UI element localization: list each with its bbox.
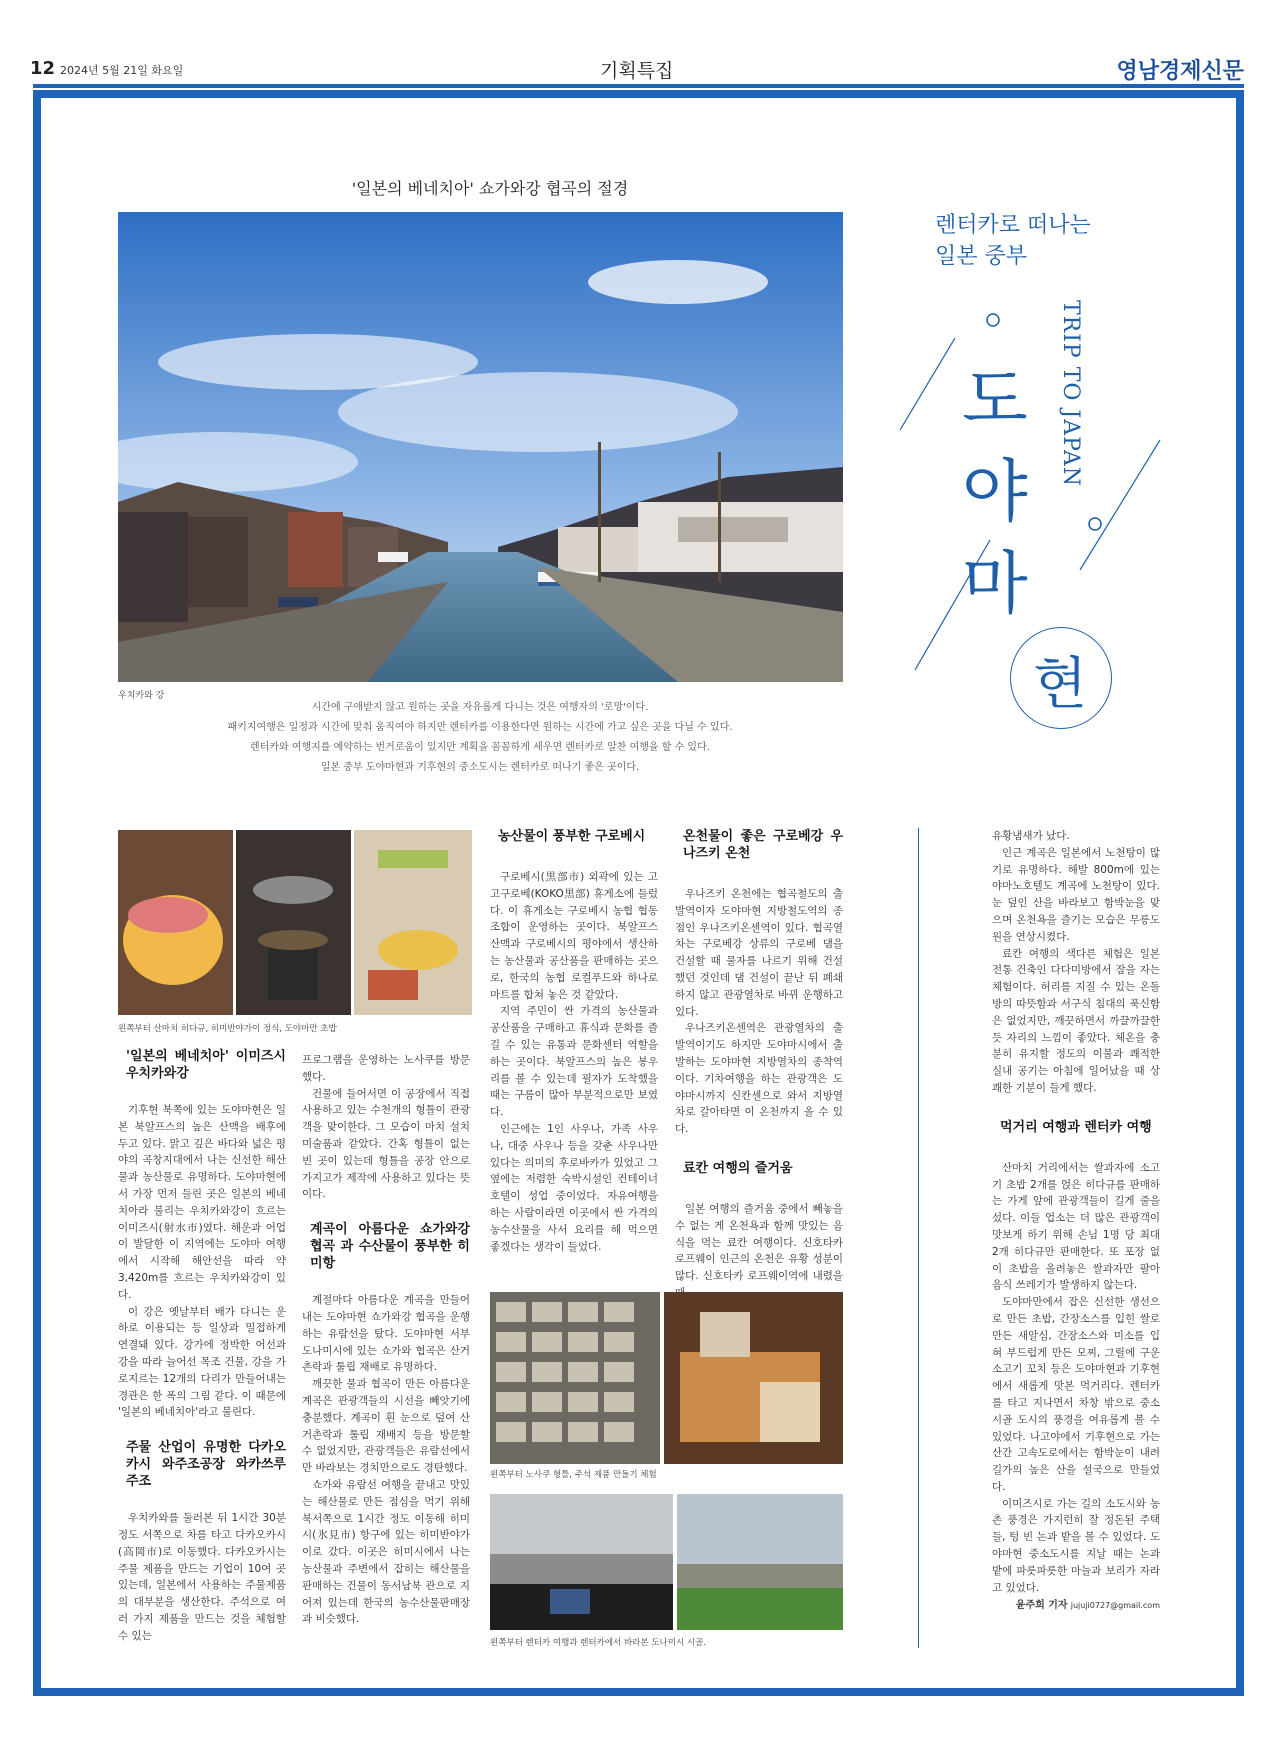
- paragraph: 유황냄새가 났다.: [992, 830, 1070, 842]
- paragraph: 우나즈키 온천에는 협곡철도의 출발역이자 도야마현 지방철도역의 종점인 우나즈키온센역이 있다. 협곡열차는 구로베강 상류의 구로베 댐을 건설할 때 물자를 나르기 위해 건설했던 것인데 댐 건설이 끝난 뒤 폐쇄하지 않고 관광열차로 바뀌 운행하고 있다.: [675, 888, 843, 1018]
- column-2: [302, 1052, 470, 1628]
- section-heading: 계곡이 아름다운 쇼가와강 협곡 과 수산물이 풍부한 히미항: [310, 1222, 470, 1272]
- paragraph: 계절마다 아름다운 계곡을 만들어 내는 도야마현 쇼가와강 협곡을 운행하는 유람선을 탔다. 도야마현 서부 도나미시에 있는 쇼가와 협곡은 산거촌락과 툴립 재배로 유명하다.: [302, 1294, 470, 1374]
- byline-email: jujuji0727@gmail.com: [1070, 1601, 1160, 1611]
- section-heading: 먹거리 여행과 렌터카 여행: [1000, 1119, 1152, 1135]
- paragraph: 건물에 들어서면 이 공장에서 직접 사용하고 있는 수천개의 형틀이 관광객을 맞이한다. 그 모습이 마치 설치미술품과 같았다. 간혹 형틀이 없는 빈 곳이 있는데 형틀을 공장 안으로 가지고가 제작에 사용하고 있다는 뜻이다.: [302, 1087, 470, 1201]
- title-char: 도: [962, 361, 1028, 440]
- newspaper-name: 영남경제신문: [1116, 59, 1244, 84]
- paragraph: 도야마만에서 잡은 신선한 생선으로 만든 초밥, 간장소스를 입힌 쌀로 만든 새알심, 간장소스와 미소를 입혀 부드럽게 만든 모찌, 그릴에 구운 소고기 꼬치 등은 도야마현과 기후현에서 새롭게 맛본 먹거리다. 렌터카를 타고 지나면서 차창 밖으로 중소시골 도시의 풍경을 여유롭게 볼 수 있었다. 나고야에서 기후현으로 가는 산간 고속도로에서는 함박눈이 내려 길가의 높은 산을 설국으로 만들었다.: [992, 1296, 1160, 1493]
- section-heading: 주물 산업이 유명한 다카오카시 와주조공장 와카쓰루 주조: [126, 1440, 286, 1490]
- issue-date: 2024년 5월 21일 화요일: [60, 64, 184, 77]
- column-4: [675, 828, 843, 1302]
- byline-name: 윤주희 기자: [1015, 1600, 1068, 1612]
- lead-line: 시간에 구애받지 않고 원하는 곳을 자유롭게 다니는 것은 여행자의 '로망'이다.: [311, 702, 649, 713]
- paragraph: 구로베시(黒部市) 외곽에 있는 고고구로베(KOKO黒部) 휴게소에 들렀다. 이 휴게소는 구로베시 농협 협동조합이 운영하는 곳이다. 북알프스 산맥과 구로베시의 평야에서 생산하는 농산물과 공산품을 판매하는 곳으로, 한국의 농협 로컬푸드와 하나로마트를 합쳐 놓은 것 같았다.: [490, 871, 658, 1001]
- food-photos-caption: 왼쪽부터 산마치 히다규, 히미반야가이 정식, 도야마만 초밥: [118, 1024, 337, 1034]
- lead-line: 일본 중부 도야마현과 기후현의 중소도시는 렌터카로 떠나기 좋은 곳이다.: [320, 762, 640, 773]
- paragraph: 일본 여행의 즐거움 중에서 빼놓을 수 없는 게 온천욕과 함께 맛있는 음식을 먹는 료칸 여행이다. 신호타카 로프웨이 인근의 온천은 유황 성분이 많다. 신호타카 로프웨이역에 내렸을: [675, 1202, 843, 1283]
- lead-line: 패키지여행은 일정과 시간에 맞춰 움직여야 하지만 렌터카를 이용한다면 원하는 시간에 가고 싶은 곳을 다닐 수 있다.: [227, 722, 733, 733]
- car-photos-caption: 왼쪽부터 렌터카 여행과 렌터카에서 바라본 도나미시 시골.: [490, 1638, 706, 1648]
- paragraph: 산마치 거리에서는 쌀과자에 소고기 초밥 2개를 얹은 히다규를 판매하는 가게 앞에 관광객들이 길게 줄을 섰다. 이들 업소는 더 많은 관광객이 맛보게 하기 위해 손님 1명 당 최대 2개 히다규만 판매한다. 또 포장 없이 초밥을 올려놓은 쌀과자만 팔아 음식 쓰레기가 발생하지 않는다.: [992, 1161, 1160, 1292]
- title-char: 마: [962, 545, 1028, 624]
- lead-text: [140, 698, 820, 778]
- craft-photos-caption: 왼쪽부터 노사쿠 형틀, 주석 제품 만들기 체험: [490, 1470, 657, 1480]
- article-title: [962, 355, 1042, 631]
- paragraph: 료칸 여행의 색다른 체험은 일본 전통 건축인 다다미방에서 잠을 자는 체험이다. 허리를 지질 수 있는 온돌방의 따뜻함과 서구식 침대의 푹신함은 없었지만, 깨끗하면서 까끌까끌한 듯 자리의 느낌이 좋았다. 체온을 충분히 유지할 정도의 이불과 쾌적한 실내 공기는 아침에 일어났을 때 상쾌한 기분이 들게 했다.: [992, 947, 1160, 1094]
- byline: [992, 1598, 1160, 1615]
- paragraph: 쇼가와 유람선 여행을 끝내고 맛있는 해산물로 만든 점심을 먹기 위해 북서쪽으로 1시간 정도 이동해 히미시(氷見市) 항구에 있는 히미반야가이로 갔다. 이곳은 히미시에서 나는 농산물과 주변에서 잡히는 해산물을 판매하는 건물이 동서남북 관으로 지어져 있는데 한국의 농수산물판매장과 비슷했다.: [302, 1478, 470, 1626]
- section-name: 기획특집: [600, 60, 674, 82]
- food-photos: [118, 830, 472, 1015]
- paragraph: 이미즈시로 가는 길의 소도시와 농촌 풍경은 가지런히 잘 정돈된 주택들, 텅 빈 논과 밭을 볼 수 있었다. 도야마현 중소도시를 지날 때는 논과 밭에 파릇파릇한 마늘과 보리가 자라고 있었다.: [992, 1497, 1160, 1594]
- subtitle-line: 일본 중부: [935, 244, 1028, 269]
- column-divider: [918, 828, 919, 1648]
- paragraph: 깨끗한 물과 협곡이 만든 아름다운 계곡은 관광객들의 시선을 빼앗기에 충분했다. 계곡이 흰 눈으로 덮여 산거촌락과 툴립 재배지 등을 방문할 수 없었지만, 관광객들은 유람선에서만 바라보는 경치만으로도 경탄했다.: [302, 1378, 470, 1475]
- paragraph: 우치카와를 둘러본 뒤 1시간 30분 정도 서쪽으로 차를 타고 다카오카시(高岡市)로 이동했다. 다카오카시는 주물 제품을 만드는 기업이 10여 곳 있는데, 일본에서 사용하는 주물제품의 대부분을 생산한다. 주석으로 여러 가지 제품을 만드는 것을 체험할 수 있는: [118, 1512, 286, 1642]
- column-1: [118, 1048, 286, 1645]
- page-number: 12: [30, 58, 56, 79]
- craft-photos: [490, 1292, 843, 1464]
- hero-caption-title: '일본의 베네치아' 쇼가와강 협곡의 절경: [351, 179, 629, 198]
- section-heading: 료칸 여행의 즐거움: [683, 1160, 793, 1176]
- section-heading: 농산물이 풍부한 구로베시: [498, 829, 646, 844]
- hero-photo-label: 우치카와 강: [118, 691, 165, 701]
- header-rule: [33, 84, 1244, 88]
- paragraph: 기후현 북쪽에 있는 도야마현은 일본 북알프스의 높은 산맥을 배후에 두고 있다. 맑고 깊은 바다와 넓은 평야의 곡창지대에서 나는 신선한 해산물과 농산물로 유명하다. 도야마현에서 가장 먼저 들린 곳은 일본의 베네치아라 불리는 우치카와강이 흐르는 이미즈시(射水市)였다. 해운과 어업이 발달한 이 지역에는 도야마 여행에서 시작해 해안선을 따라 약 3,420m를 흐르는 우치카와강이 있다.: [118, 1104, 286, 1301]
- trip-to-japan-label: TRIP TO JAPAN: [1058, 300, 1083, 488]
- column-5: [992, 828, 1160, 1615]
- subtitle-line: 렌터카로 떠나는: [935, 213, 1091, 238]
- title-ring-char: 현: [1032, 652, 1088, 717]
- section-heading: 온천물이 좋은 구로베강 우나즈키 온천: [683, 829, 843, 861]
- paragraph: 인근에는 1인 사우나, 가족 사우나, 대중 사우나 등을 갖춘 사우나만 있다는 의미의 후로바카가 있었고 그 옆에는 저렴한 숙박시설인 컨테이너 호텔이 성업 중이었다. 자유여행을 하는 사람이라면 이곳에서 싼 가격의 농수산물을 사서 요리를 해 먹으면 좋겠다는 생각이 들었다.: [490, 1122, 658, 1253]
- section-heading: '일본의 베네치아' 이미즈시 우치카와강: [126, 1049, 286, 1081]
- car-photos: [490, 1494, 843, 1630]
- paragraph: 인근 계곡은 일본에서 노천탕이 많기로 유명하다. 해발 800m에 있는 야마노호텔도 계곡에 노천탕이 있다. 눈 덮인 산을 바라보고 함박눈을 맞으며 온천욕을 즐기는 모습은 무릉도원을 연상시켰다.: [992, 846, 1160, 943]
- hero-photo: [118, 212, 843, 682]
- title-char: 야: [962, 453, 1028, 532]
- lead-line: 렌터카와 여행지를 예약하는 번거로움이 있지만 계획을 꼼꼼하게 세우면 렌터카로 알찬 여행을 할 수 있다.: [250, 742, 710, 753]
- paragraph: 프로그램을 운영하는 노사쿠를 방문했다.: [302, 1054, 470, 1083]
- paragraph: 이 강은 옛날부터 배가 다니는 운하로 이용되는 등 일상과 밀접하게 연결돼 있다. 강가에 정박한 어선과 강을 따라 늘어선 목조 건물, 강을 가로지르는 12개의 다리가 만들어내는 경관은 한 폭의 그림 같다. 이 때문에 '일본의 베네치아'라고 불린다.: [118, 1305, 286, 1419]
- paragraph: 우나즈키온센역은 관광열차의 출발역이기도 하지만 도야마시에서 출발하는 도야마현 지방열차의 종착역이다. 기차여행을 하는 관광객은 도야마시까지 신칸센으로 와서 지방열차로 갈아타면 이 온천까지 올 수 있다.: [675, 1022, 843, 1136]
- column-3: [490, 828, 658, 1255]
- paragraph: 지역 주민이 싼 가격의 농산물과 공산품을 구매하고 휴식과 문화를 즐길 수 있는 유통과 문화센터 역할을 하는 곳이다. 북알프스의 높은 봉우리를 볼 수 있는데 필자가 도착했을 때는 구름이 많아 부분적으로만 보였다.: [490, 1005, 658, 1119]
- article-subtitle: [935, 210, 1091, 272]
